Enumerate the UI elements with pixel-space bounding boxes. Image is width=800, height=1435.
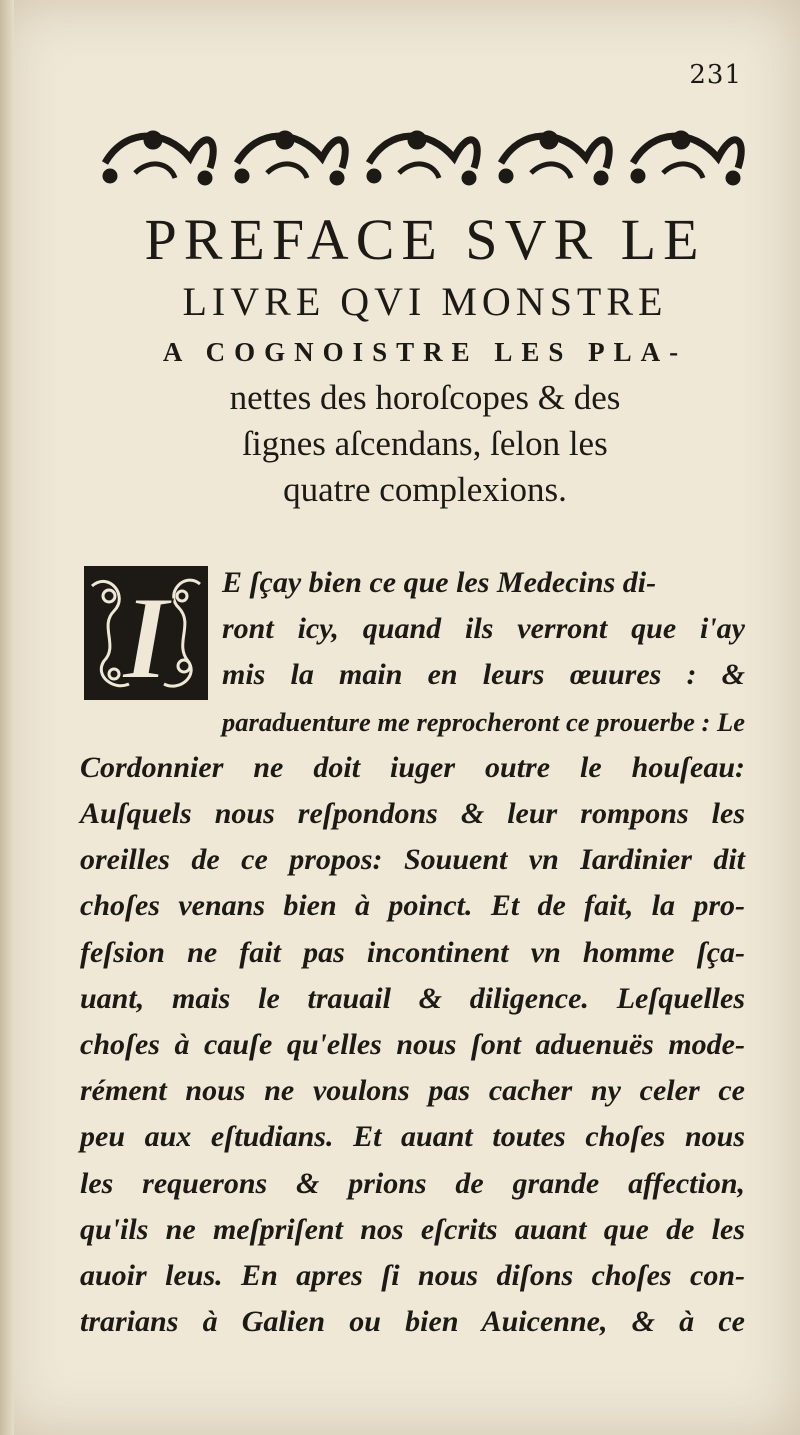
- body-text: [80, 560, 745, 1345]
- body-line-3: mis la main en leurs œuures : &: [222, 658, 745, 692]
- ornament-motif-2: [235, 131, 345, 185]
- drop-cap-initial: [84, 566, 208, 700]
- body-line-7: oreilles de ce propos: Souuent vn Iardinier dit: [80, 843, 745, 877]
- body-line-8: choſes venans bien à poinct. Et de fait, la pro-: [80, 889, 745, 923]
- body-line-10: uant, mais le trauail & diligence. Leſquelles: [80, 981, 745, 1015]
- body-line-2: ront icy, quand ils verront que i'ay: [222, 612, 745, 646]
- body-line-17: trarians à Galien ou bien Auicenne, & à ce: [80, 1305, 745, 1339]
- body-line-14: les requerons & prions de grande affection,: [80, 1166, 745, 1200]
- page-number: 231: [689, 60, 742, 90]
- body-line-6: Auſquels nous reſpondons & leur rompons les: [80, 797, 745, 831]
- title-line-6: quatre complexions.: [283, 470, 567, 509]
- ornament-motif-1: [103, 131, 213, 185]
- body-line-5: Cordonnier ne doit iuger outre le houſeau:: [80, 750, 745, 784]
- body-line-1: E ſçay bien ce que les Medecins di-: [222, 566, 657, 599]
- body-line-12: rément nous ne voulons pas cacher ny celer ce: [80, 1074, 745, 1108]
- body-line-11: choſes à cauſe qu'elles nous ſont aduenuës mode-: [80, 1028, 745, 1062]
- ornament-motif-5: [631, 131, 741, 185]
- body-line-15: qu'ils ne meſpriſent nos eſcrits auant que de les: [80, 1212, 745, 1246]
- body-line-4: paraduenture me reprocheront ce prouerbe : Le: [222, 706, 745, 737]
- ornament-band: [95, 118, 755, 190]
- drop-cap-letter: I: [122, 571, 170, 700]
- title-line-1: PREFACE SVR LE: [144, 207, 706, 272]
- body-line-9: feſsion ne fait pas incontinent vn homme ſça-: [80, 935, 745, 969]
- body-line-13: peu aux eſtudians. Et auant toutes choſes nous: [80, 1120, 745, 1154]
- page-gutter: [0, 0, 14, 1435]
- title-line-5: ſignes aſcendans, ſelon les: [242, 424, 608, 463]
- ornament-motif-4: [499, 131, 609, 185]
- title-line-3: A COGNOISTRE LES PLA-: [162, 337, 688, 367]
- body-line-16: auoir leus. En apres ſi nous diſons choſes con-: [80, 1259, 745, 1293]
- chapter-title: [80, 205, 770, 513]
- ornament-motif-3: [367, 131, 477, 185]
- title-line-4: nettes des horoſcopes & des: [229, 378, 621, 417]
- title-line-2: LIVRE QVI MONSTRE: [182, 279, 668, 324]
